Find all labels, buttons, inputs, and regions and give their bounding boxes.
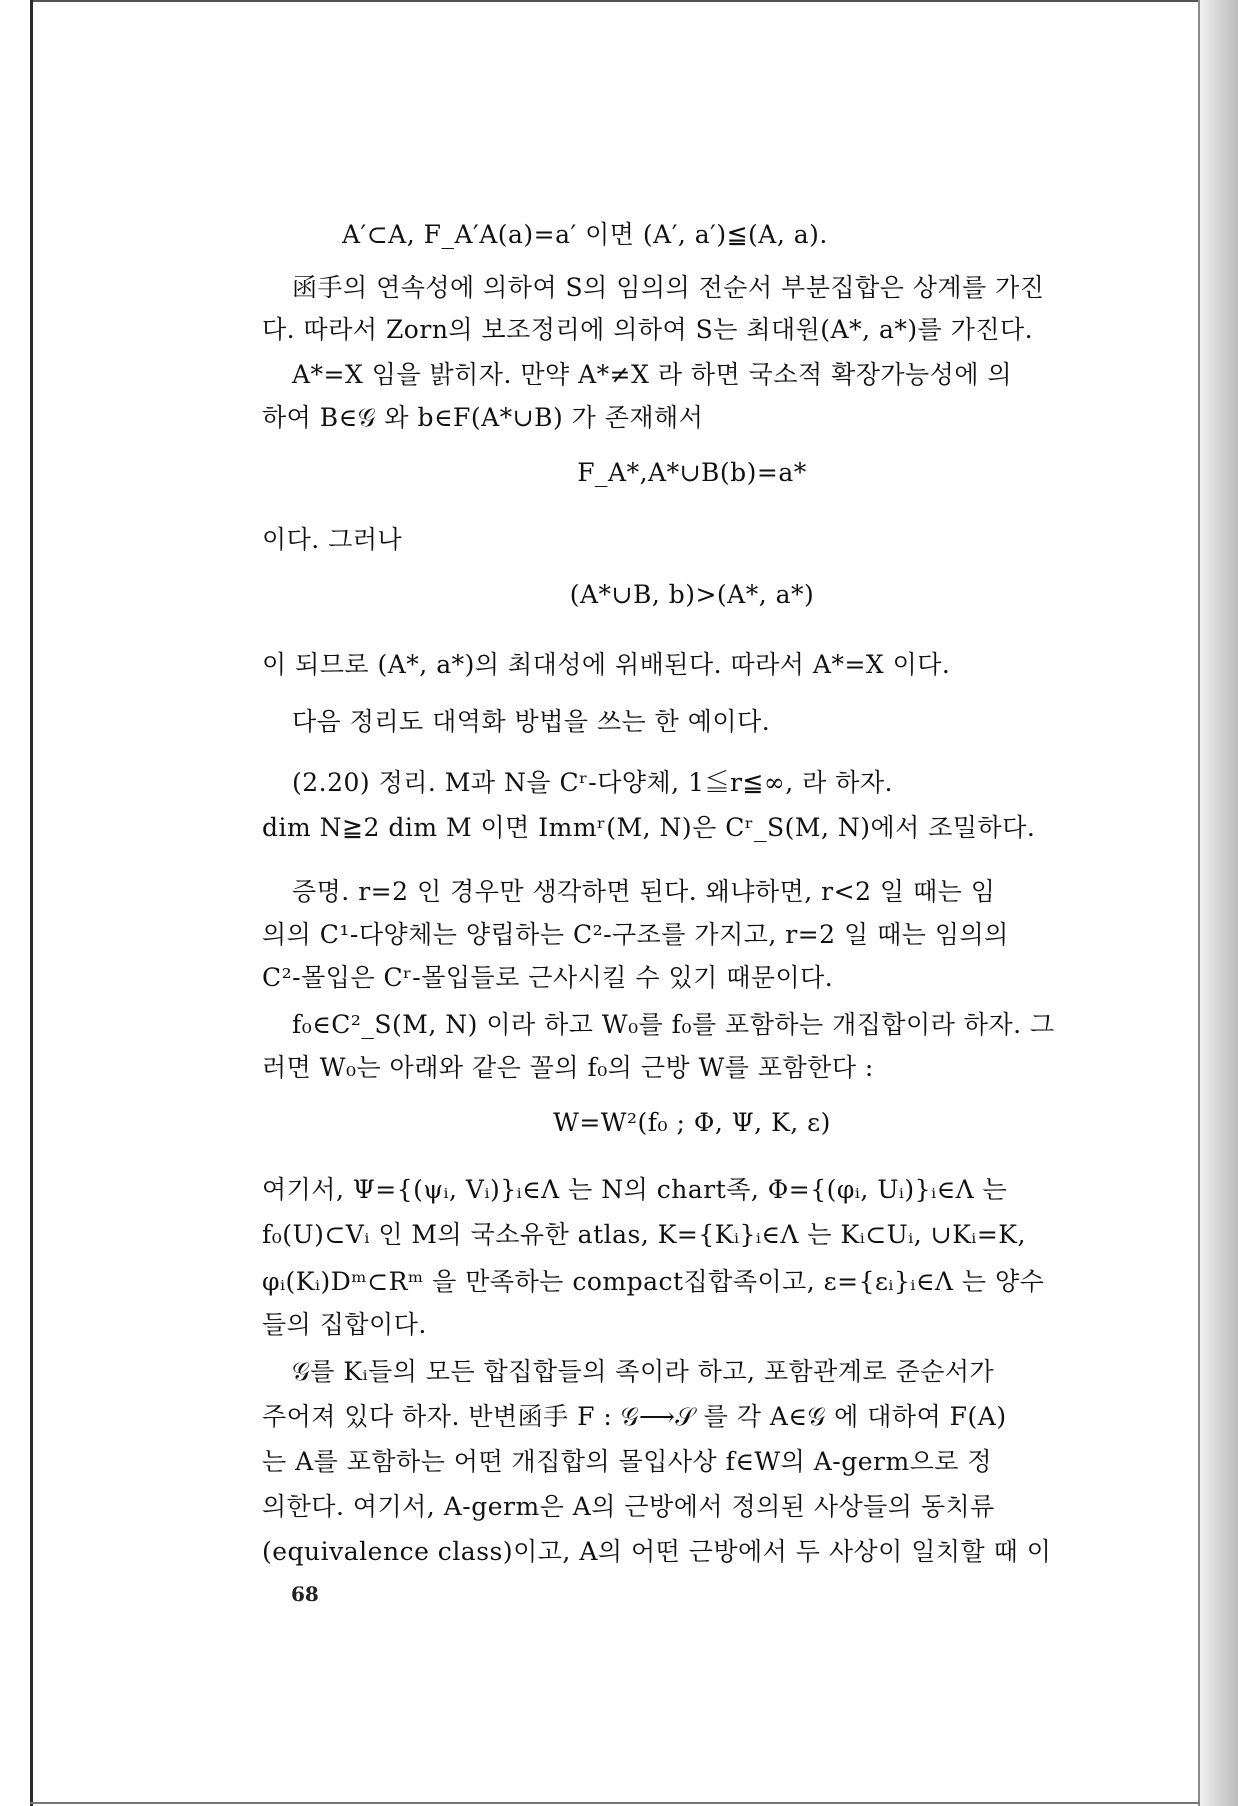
page-left-edge	[30, 0, 33, 1806]
page-number: 68	[291, 1582, 319, 1606]
text-line: A*=X 임을 밝히자. 만약 A*≠X 라 하면 국소적 확장가능성에 의	[292, 360, 1013, 389]
display-equation: (A*∪B, b)>(A*, a*)	[569, 580, 815, 609]
text-line: φᵢ(Kᵢ)Dᵐ⊂Rᵐ 을 만족하는 compact집합족이고, ε={εᵢ}ᵢ∈Λ 는 양수	[262, 1267, 1045, 1296]
text-line: 들의 집합이다.	[262, 1310, 427, 1339]
text-line: 다. 따라서 Zorn의 보조정리에 의하여 S는 최대원(A*, a*)를 가진다.	[262, 315, 1034, 344]
theorem-line: dim N≧2 dim M 이면 Immʳ(M, N)은 Cʳ_S(M, N)에서 조밀하다.	[262, 813, 1036, 842]
theorem-line: (2.20) 정리. M과 N을 Cʳ-다양체, 1≦r≦∞, 라 하자.	[292, 768, 893, 797]
page-bottom-edge	[30, 1802, 1200, 1804]
text-line: 다음 정리도 대역화 방법을 쓰는 한 예이다.	[292, 707, 771, 736]
page-top-edge	[30, 0, 1215, 2]
text-line: 는 A를 포함하는 어떤 개집합의 몰입사상 f∈W의 A-germ으로 정	[262, 1447, 993, 1476]
page-shadow	[1200, 0, 1238, 1806]
text-line: 주어져 있다 하자. 반변函手 F : 𝒢⟶𝒮 를 각 A∈𝒢 에 대하여 F(A)	[262, 1402, 1007, 1431]
text-line: 函手의 연속성에 의하여 S의 임의의 전순서 부분집합은 상계를 가진	[292, 273, 1045, 302]
text-line: 의한다. 여기서, A-germ은 A의 근방에서 정의된 사상들의 동치류	[262, 1492, 995, 1521]
proof-line: 의의 C¹-다양체는 양립하는 C²-구조를 가지고, r=2 일 때는 임의의	[262, 920, 1009, 949]
text-line: 하여 B∈𝒢 와 b∈F(A*∪B) 가 존재해서	[262, 403, 704, 432]
text-line: 여기서, Ψ={(ψᵢ, Vᵢ)}ᵢ∈Λ 는 N의 chart족, Φ={(φᵢ, Uᵢ)}ᵢ∈Λ 는	[262, 1175, 1008, 1204]
text-line: 이 되므로 (A*, a*)의 최대성에 위배된다. 따라서 A*=X 이다.	[262, 650, 951, 679]
text-line: (equivalence class)이고, A의 어떤 근방에서 두 사상이 일치할 때 이	[262, 1537, 1052, 1566]
text-line: A′⊂A, F_A′A(a)=a′ 이면 (A′, a′)≦(A, a).	[342, 220, 828, 249]
text-line: 𝒢를 Kᵢ들의 모든 합집합들의 족이라 하고, 포함관계로 준순서가	[292, 1357, 995, 1386]
text-line: 이다. 그러나	[262, 525, 403, 554]
display-equation: W=W²(f₀ ; Φ, Ψ, K, ε)	[553, 1108, 831, 1137]
text-line: f₀(U)⊂Vᵢ 인 M의 국소유한 atlas, K={Kᵢ}ᵢ∈Λ 는 Kᵢ⊂Uᵢ, ∪Kᵢ=K,	[262, 1220, 1026, 1249]
text-line: 러면 W₀는 아래와 같은 꼴의 f₀의 근방 W를 포함한다 :	[262, 1053, 874, 1082]
text-line: f₀∈C²_S(M, N) 이라 하고 W₀를 f₀를 포함하는 개집합이라 하자. 그	[292, 1010, 1055, 1039]
proof-line: 증명. r=2 인 경우만 생각하면 된다. 왜냐하면, r<2 일 때는 임	[292, 877, 996, 906]
proof-line: C²-몰입은 Cʳ-몰입들로 근사시킬 수 있기 때문이다.	[262, 963, 834, 992]
display-equation: F_A*,A*∪B(b)=a*	[577, 458, 807, 487]
